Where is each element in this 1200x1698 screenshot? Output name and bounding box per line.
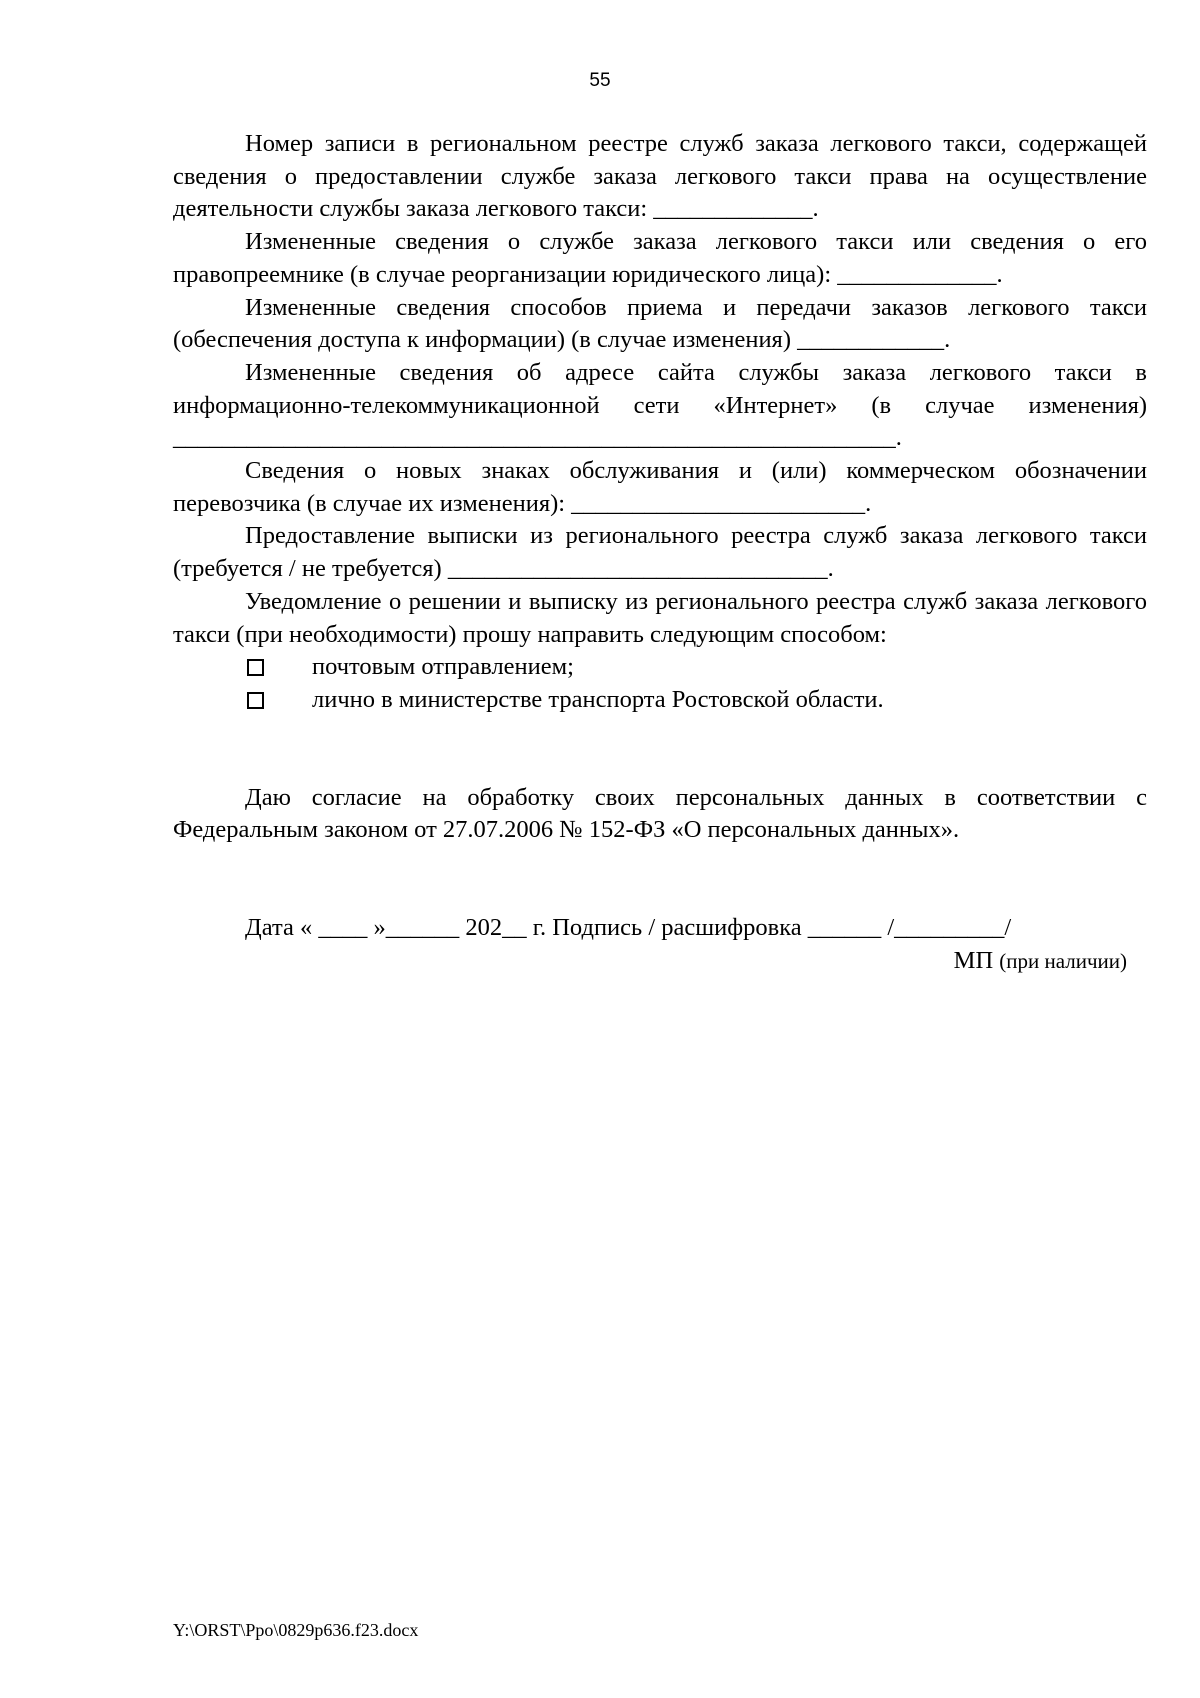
paragraph-changed-service-info: Измененные сведения о службе заказа легкового такси или сведения о его правопреемнике (в случае реорганизации юридического лица): _____________. — [173, 228, 1147, 288]
page-number — [0, 70, 1200, 92]
consent-paragraph: Даю согласие на обработку своих персональных данных в соответствии с Федеральным законом от 27.07.2006 № 152-ФЗ «О персональных данных». — [173, 783, 1147, 844]
delivery-option-label: почтовым отправлением; — [312, 653, 574, 681]
checkbox-icon[interactable] — [247, 692, 264, 709]
footer-file-path: Y:\ORST\Ppo\0829p636.f23.docx — [173, 1620, 419, 1640]
mp-note: (при наличии) — [999, 948, 1127, 973]
document-body — [173, 128, 1147, 977]
page-number-text: 55 — [589, 70, 611, 91]
checkbox-icon[interactable] — [247, 659, 264, 676]
stamp-place — [173, 945, 1147, 978]
paragraph-service-marks: Сведения о новых знаках обслуживания и (или) коммерческом обозначении перевозчика (в случае их изменения): ________________________. — [173, 457, 1147, 517]
delivery-option-in-person[interactable] — [173, 684, 1147, 717]
paragraph-changed-website: Измененные сведения об адресе сайта службы заказа легкового такси в информационно-телекоммуникационной сети «Интернет» (в случае изменения) ___________________________________________________________. — [173, 358, 1147, 452]
date-signature-line: Дата « ____ »______ 202__ г. Подпись / расшифровка ______ /_________/ — [245, 914, 1012, 942]
paragraph-registry-record-number: Номер записи в региональном реестре служб заказа легкового такси, содержащей сведения о предоставлении службе заказа легкового такси права на осуществление деятельности службы заказа легкового такси: _____________. — [173, 130, 1147, 223]
paragraph-changed-order-methods: Измененные сведения способов приема и передачи заказов легкового такси (обеспечения доступа к информации) (в случае изменения) ____________. — [173, 293, 1147, 354]
mp-label: МП — [953, 946, 994, 974]
delivery-option-label: лично в министерстве транспорта Ростовской области. — [312, 685, 884, 713]
paragraph-registry-extract: Предоставление выписки из регионального реестра служб заказа легкового такси (требуется / не требуется) _______________________________. — [173, 522, 1147, 583]
delivery-option-mail[interactable] — [173, 651, 1147, 684]
delivery-options-list — [173, 651, 1147, 716]
paragraph-notification-method: Уведомление о решении и выписку из регионального реестра служб заказа легкового такси (при необходимости) прошу направить следующим способом: — [173, 587, 1147, 648]
